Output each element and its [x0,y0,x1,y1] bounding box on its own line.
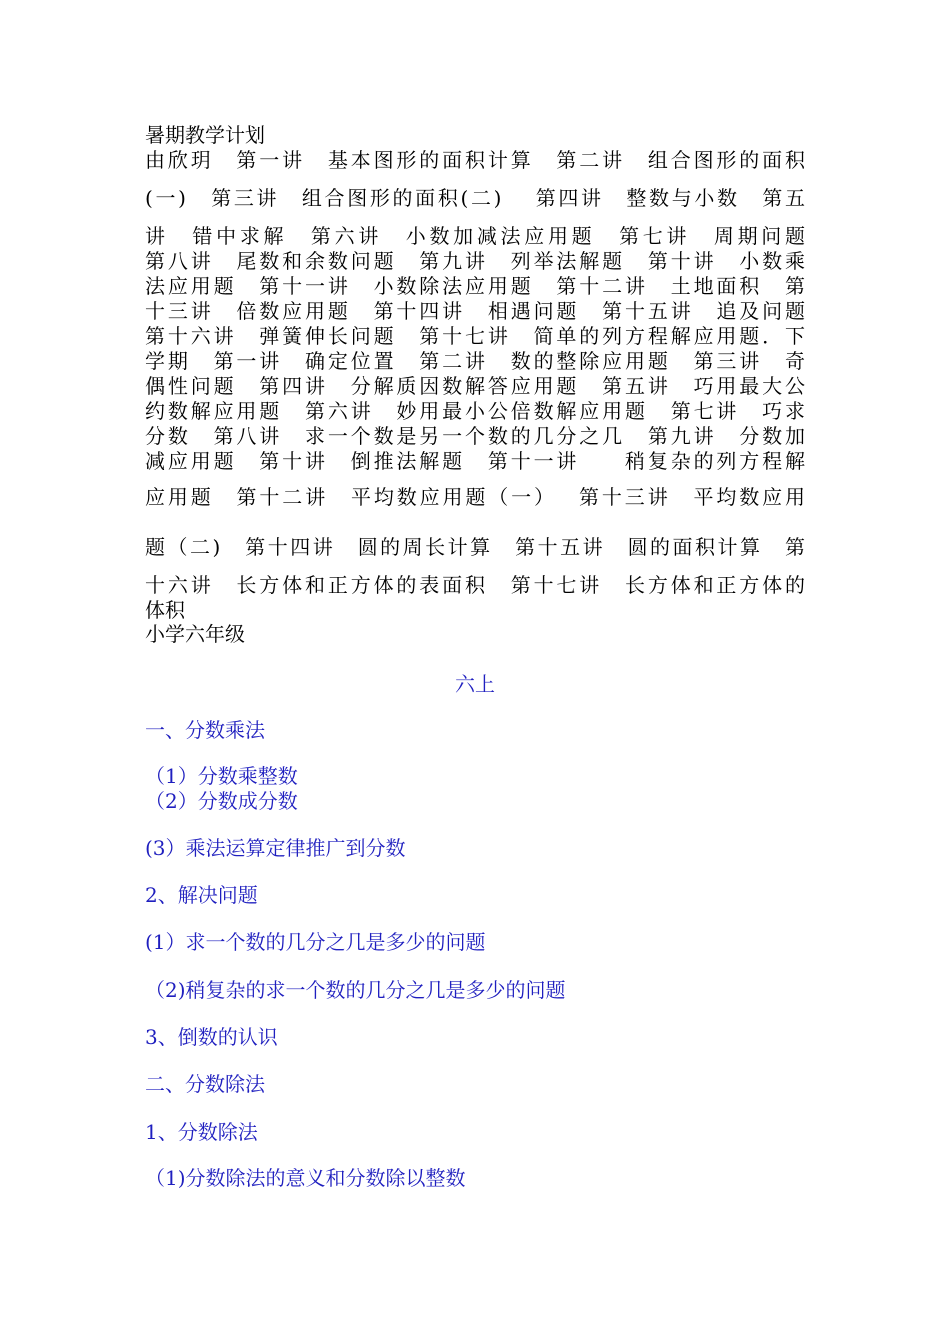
outline-item: 一、分数乘法 [145,718,265,742]
body-line: 分数 第八讲 求一个数是另一个数的几分之几 第九讲 分数加 [145,424,805,448]
document-title: 暑期教学计划 [145,123,265,147]
outline-item: (1）求一个数的几分之几是多少的问题 [145,930,486,954]
body-line: 约数解应用题 第六讲 妙用最小公倍数解应用题 第七讲 巧求 [145,399,805,423]
outline-item: 二、分数除法 [145,1072,265,1096]
body-line: 应用题 第十二讲 平均数应用题（一） 第十三讲 平均数应用 [145,485,805,509]
body-line: 第十六讲 弹簧伸长问题 第十七讲 简单的列方程解应用题．下 [145,324,805,348]
body-line: (一) 第三讲 组合图形的面积(二) 第四讲 整数与小数 第五 [145,186,805,210]
outline-item: 2、解决问题 [145,883,258,907]
body-line: 法应用题 第十一讲 小数除法应用题 第十二讲 土地面积 第 [145,274,805,298]
body-line: 第八讲 尾数和余数问题 第九讲 列举法解题 第十讲 小数乘 [145,249,805,273]
body-line: 减应用题 第十讲 倒推法解题 第十一讲 稍复杂的列方程解 [145,449,805,473]
outline-item: （1)分数除法的意义和分数除以整数 [145,1166,466,1190]
outline-item: (3）乘法运算定律推广到分数 [145,836,406,860]
body-line: 由欣玥 第一讲 基本图形的面积计算 第二讲 组合图形的面积 [145,148,805,172]
body-line: 十六讲 长方体和正方体的表面积 第十七讲 长方体和正方体的 [145,573,805,597]
body-line: 题（二) 第十四讲 圆的周长计算 第十五讲 圆的面积计算 第 [145,535,805,559]
body-line: 偶性问题 第四讲 分解质因数解答应用题 第五讲 巧用最大公 [145,374,805,398]
outline-item: （1）分数乘整数 [145,764,298,788]
grade-label: 小学六年级 [145,622,245,646]
outline-item: （2）分数成分数 [145,789,298,813]
outline-item: 3、倒数的认识 [145,1025,278,1049]
body-line: 十三讲 倍数应用题 第十四讲 相遇问题 第十五讲 追及问题 [145,299,805,323]
body-line: 体积 [145,598,185,622]
section-heading: 六上 [455,672,495,696]
outline-item: （2)稍复杂的求一个数的几分之几是多少的问题 [145,978,566,1002]
body-line: 学期 第一讲 确定位置 第二讲 数的整除应用题 第三讲 奇 [145,349,805,373]
outline-item: 1、分数除法 [145,1120,258,1144]
body-line: 讲 错中求解 第六讲 小数加减法应用题 第七讲 周期问题 [145,224,805,248]
